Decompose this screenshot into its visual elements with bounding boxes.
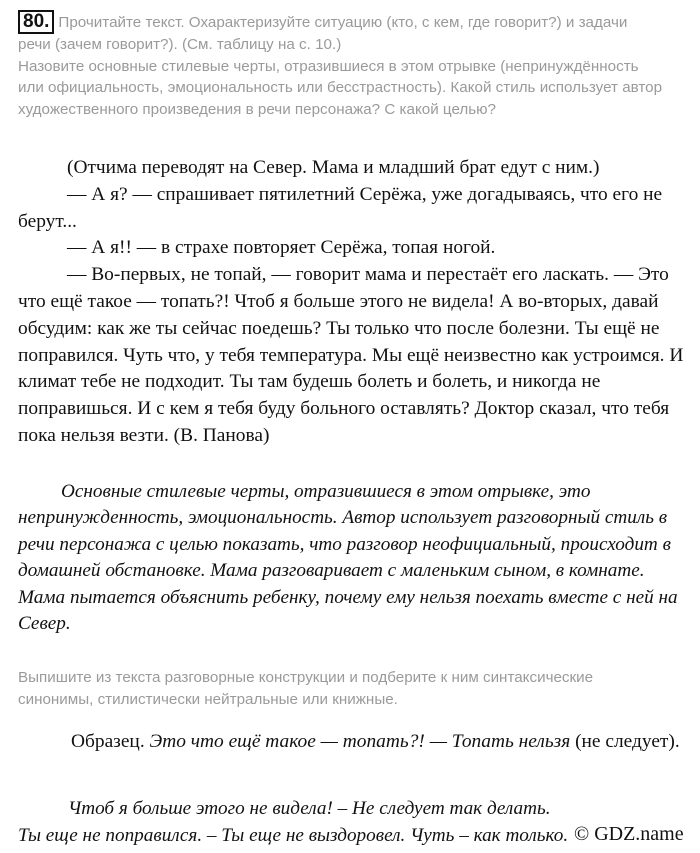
excerpt-paragraph-4: — Во-первых, не топай, — говорит мама и перестаёт его ласкать. — Это что ещё такое — топать?! Чтоб я больше этого не видела! А во-вторых, давай обсудим: как же ты сейчас поедешь? Ты только что после болезни. Ты ещё не поправился. Чуть что, у тебя температура. Мы ещё неизвестно как устроимся. И климат тебе не подходит. Ты там будешь болеть и болеть, и никогда не поправишься. И с кем я тебя буду больного оставлять? Доктор сказал, что тебя пока нельзя везти. (В. Панова) — [18, 264, 684, 446]
sample-italic: Это что ещё такое — топать?! — Топать нельзя — [149, 731, 571, 752]
example-line-2: Ты еще не поправился. – Ты еще не выздоровел. Чуть – как только. — [18, 825, 569, 846]
second-task-instructions — [18, 667, 694, 710]
second-task-line-2: синонимы, стилистически нейтральные или книжные. — [18, 690, 398, 708]
excerpt-paragraph-2: — А я? — спрашивает пятилетний Серёжа, уже догадываясь, что его не берут... — [18, 183, 663, 232]
second-task-line-1: Выпишите из текста разговорные конструкции и подберите к ним синтаксические — [18, 669, 594, 686]
answer-paragraph: Основные стилевые черты, отразившиеся в этом отрывке, это непринужденность, эмоциональность. Автор использует разговорный стиль в речи персонажа с целью показать, что разговор неофициальный, происходит в домашней обстановке. Мама разговаривает с маленьким сыном, в комнате. Мама пытается объяснить ребенку, почему ему нельзя поехать вместе с ней на Север. — [18, 481, 678, 635]
exercise-number: 80. — [18, 10, 54, 34]
instruction-line-2: речи (зачем говорит?). (См. таблицу на с. 10.) — [18, 36, 342, 53]
instruction-line-5: художественного произведения в речи персонажа? С какой целью? — [18, 100, 496, 118]
sample-tail: (не следует). — [575, 731, 680, 752]
sample-example — [18, 728, 694, 755]
literary-excerpt — [18, 155, 690, 450]
instruction-line-1: Прочитайте текст. Охарактеризуйте ситуацию (кто, с кем, где говорит?) и задачи — [58, 14, 628, 31]
exercise-instructions — [18, 10, 694, 120]
example-line-1: Чтоб я больше этого не видела! – Не следует так делать. — [68, 798, 551, 819]
instruction-line-3: Назовите основные стилевые черты, отразившиеся в этом отрывке (непринуждённость — [18, 57, 639, 75]
watermark: © GDZ.name — [574, 823, 684, 845]
excerpt-paragraph-1: (Отчима переводят на Север. Мама и младший брат едут с ним.) — [67, 157, 600, 178]
sample-label: Образец. — [71, 731, 145, 752]
instruction-line-4: или официальность, эмоциональность или бесстрастность). Какой стиль использует автор — [18, 79, 663, 96]
excerpt-paragraph-3: — А я!! — в страхе повторяет Серёжа, топая ногой. — [67, 237, 496, 259]
